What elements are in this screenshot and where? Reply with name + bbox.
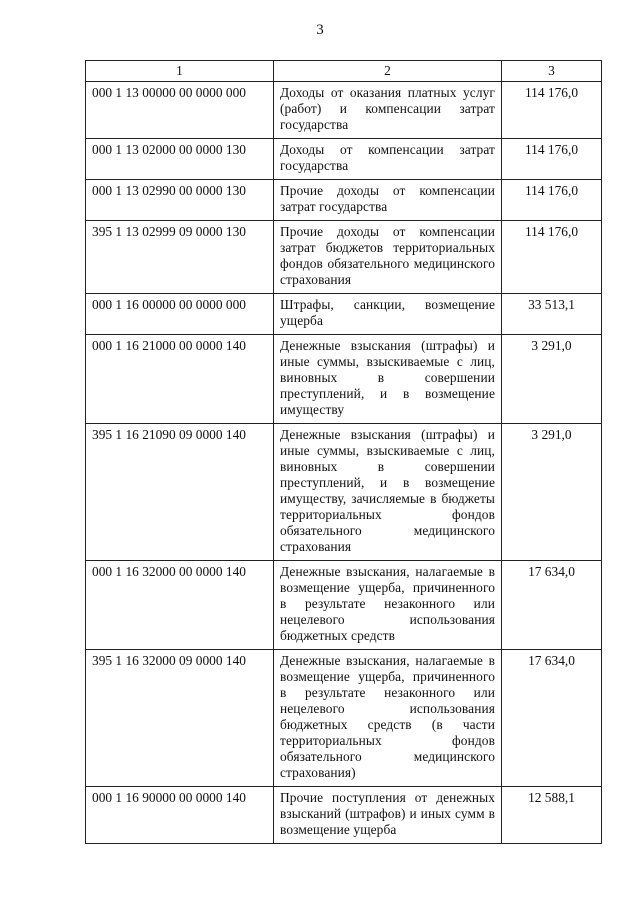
revenue-name-cell: Денежные взыскания, налагаемые в возмещение ущерба, причиненного в результате незаконного или нецелевого использования бюджетных средств bbox=[274, 561, 502, 650]
table-row bbox=[86, 82, 602, 139]
budget-code-cell: 000 1 16 21000 00 0000 140 bbox=[86, 335, 274, 424]
amount-cell: 3 291,0 bbox=[502, 335, 602, 424]
amount-cell: 17 634,0 bbox=[502, 561, 602, 650]
table-row bbox=[86, 424, 602, 561]
budget-code-cell: 000 1 16 32000 00 0000 140 bbox=[86, 561, 274, 650]
table-row bbox=[86, 650, 602, 787]
amount-cell: 114 176,0 bbox=[502, 82, 602, 139]
table-row bbox=[86, 180, 602, 221]
column-header-amount: 3 bbox=[502, 61, 602, 82]
budget-code-cell: 000 1 16 90000 00 0000 140 bbox=[86, 787, 274, 844]
page-number: 3 bbox=[316, 22, 324, 38]
revenue-name-cell: Прочие доходы от компенсации затрат государства bbox=[274, 180, 502, 221]
revenue-name-cell: Денежные взыскания (штрафы) и иные суммы, взыскиваемые с лиц, виновных в совершении преступлений, и в возмещение имуществу, зачисляемые в бюджеты территориальных фондов обязательного медицинского страхования bbox=[274, 424, 502, 561]
revenue-name-cell: Прочие поступления от денежных взысканий (штрафов) и иных сумм в возмещение ущерба bbox=[274, 787, 502, 844]
budget-code-cell: 395 1 13 02999 09 0000 130 bbox=[86, 221, 274, 294]
table-row bbox=[86, 221, 602, 294]
amount-cell: 33 513,1 bbox=[502, 294, 602, 335]
budget-code-cell: 000 1 13 02990 00 0000 130 bbox=[86, 180, 274, 221]
amount-cell: 114 176,0 bbox=[502, 221, 602, 294]
amount-cell: 3 291,0 bbox=[502, 424, 602, 561]
revenue-name-cell: Прочие доходы от компенсации затрат бюджетов территориальных фондов обязательного медицинского страхования bbox=[274, 221, 502, 294]
table-row bbox=[86, 787, 602, 844]
table-row bbox=[86, 139, 602, 180]
revenue-name-cell: Денежные взыскания (штрафы) и иные суммы, взыскиваемые с лиц, виновных в совершении преступлений, и в возмещение имуществу bbox=[274, 335, 502, 424]
amount-cell: 114 176,0 bbox=[502, 139, 602, 180]
table-row bbox=[86, 561, 602, 650]
amount-cell: 114 176,0 bbox=[502, 180, 602, 221]
table-row bbox=[86, 294, 602, 335]
table-row bbox=[86, 335, 602, 424]
table-header-row bbox=[86, 61, 602, 82]
budget-code-cell: 000 1 13 00000 00 0000 000 bbox=[86, 82, 274, 139]
revenue-name-cell: Денежные взыскания, налагаемые в возмещение ущерба, причиненного в результате незаконного или нецелевого использования бюджетных средств (в части территориальных фондов обязательного медицинского страхования) bbox=[274, 650, 502, 787]
budget-code-cell: 395 1 16 32000 09 0000 140 bbox=[86, 650, 274, 787]
budget-code-cell: 000 1 13 02000 00 0000 130 bbox=[86, 139, 274, 180]
revenue-name-cell: Штрафы, санкции, возмещение ущерба bbox=[274, 294, 502, 335]
budget-code-cell: 000 1 16 00000 00 0000 000 bbox=[86, 294, 274, 335]
revenue-name-cell: Доходы от компенсации затрат государства bbox=[274, 139, 502, 180]
revenue-name-cell: Доходы от оказания платных услуг (работ) и компенсации затрат государства bbox=[274, 82, 502, 139]
budget-code-cell: 395 1 16 21090 09 0000 140 bbox=[86, 424, 274, 561]
column-header-code: 1 bbox=[86, 61, 274, 82]
column-header-name: 2 bbox=[274, 61, 502, 82]
amount-cell: 12 588,1 bbox=[502, 787, 602, 844]
amount-cell: 17 634,0 bbox=[502, 650, 602, 787]
budget-revenue-table bbox=[85, 60, 602, 844]
